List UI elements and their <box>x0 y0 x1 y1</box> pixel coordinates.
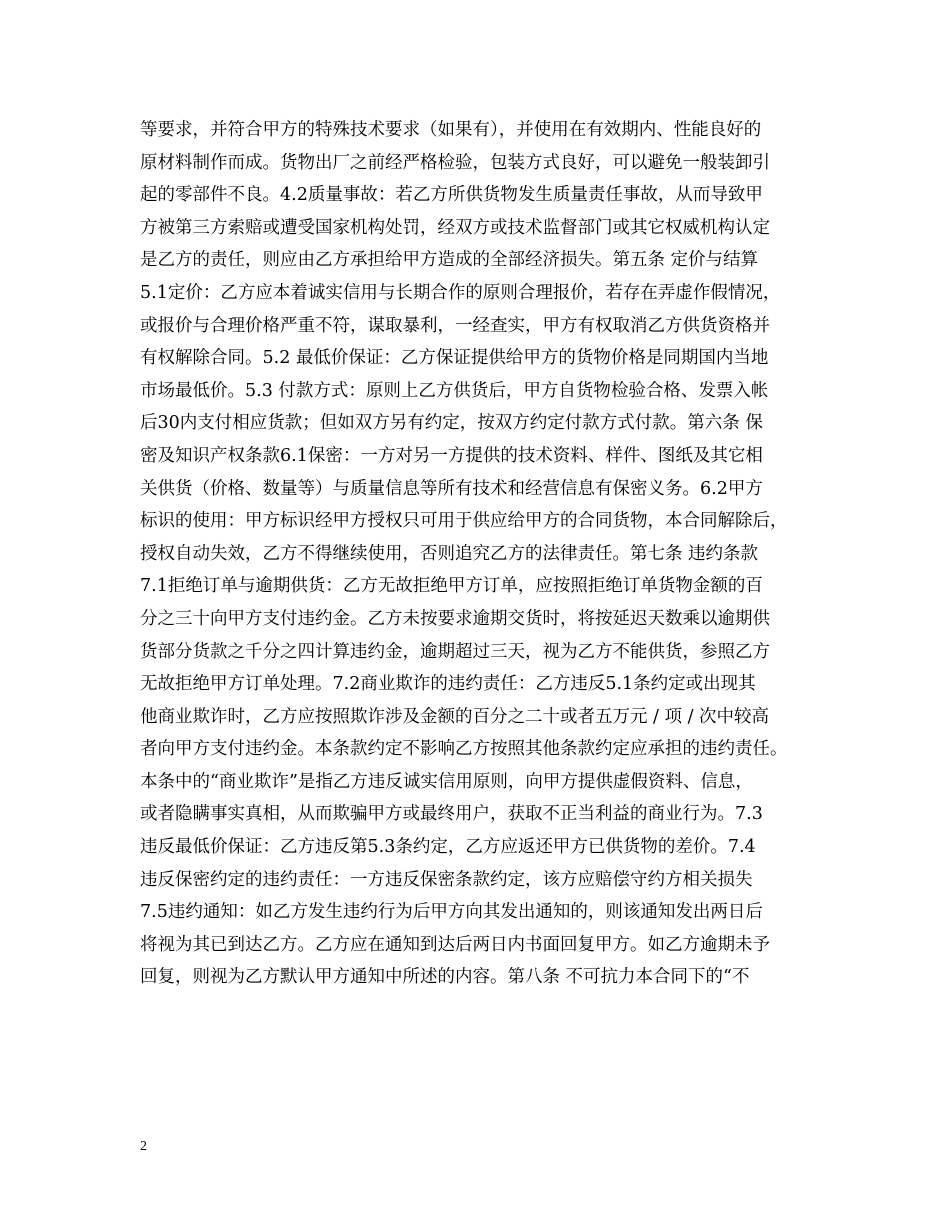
text-line: 起的零部件不良。4.2质量事故：若乙方所供货物发生质量责任事故，从而导致甲 <box>140 185 763 206</box>
body-text <box>140 114 820 994</box>
text-line: 市场最低价。5.3 付款方式：原则上乙方供货后，甲方自货物检验合格、发票入帐 <box>140 380 769 401</box>
text-line: 者向甲方支付违约金。本条款约定不影响乙方按照其他条款约定应承担的违约责任。 <box>140 739 788 760</box>
text-line: 5.1定价：乙方应本着诚实信用与长期合作的原则合理报价，若存在弄虚作假情况， <box>140 282 781 303</box>
text-line: 原材料制作而成。货物出厂之前经严格检验，包装方式良好，可以避免一般装卸引 <box>140 152 770 173</box>
text-line: 等要求，并符合甲方的特殊技术要求（如果有），并使用在有效期内、性能良好的 <box>140 120 762 140</box>
text-line: 标识的使用：甲方标识经甲方授权只可用于供应给甲方的合同货物，本合同解除后， <box>140 511 788 532</box>
text-line: 关供货（价格、数量等）与质量信息等所有技术和经营信息有保密义务。6.2甲方 <box>140 478 763 499</box>
text-line: 或报价与合理价格严重不符，谋取暴利，一经查实，甲方有权取消乙方供货资格并 <box>140 315 770 336</box>
text-line: 将视为其已到达乙方。乙方应在通知到达后两日内书面回复甲方。如乙方逾期未予 <box>140 934 770 955</box>
text-line: 或者隐瞒事实真相，从而欺骗甲方或最终用户，获取不正当利益的商业行为。7.3 <box>140 804 763 825</box>
text-line: 是乙方的责任，则应由乙方承担给甲方造成的全部经济损失。第五条 定价与结算 <box>140 250 759 271</box>
text-line: 货部分货款之千分之四计算违约金，逾期超过三天，视为乙方不能供货，参照乙方 <box>140 641 770 662</box>
text-line: 他商业欺诈时，乙方应按照欺诈涉及金额的百分之二十或者五万元 / 项 / 次中较高 <box>140 706 770 727</box>
text-line: 7.5违约通知：如乙方发生违约行为后甲方向其发出通知的，则该通知发出两日后 <box>140 902 763 923</box>
text-line: 分之三十向甲方支付违约金。乙方未按要求逾期交货时，将按延迟天数乘以逾期供 <box>140 608 770 629</box>
text-line: 回复，则视为乙方默认甲方通知中所述的内容。第八条 不可抗力本合同下的“不 <box>140 967 750 988</box>
text-line: 违反最低价保证：乙方违反第5.3条约定，乙方应返还甲方已供货物的差价。7.4 <box>140 837 756 858</box>
text-line: 授权自动失效，乙方不得继续使用，否则追究乙方的法律责任。第七条 违约条款 <box>140 543 759 564</box>
text-line: 7.1拒绝订单与逾期供货：乙方无故拒绝甲方订单，应按照拒绝订单货物金额的百 <box>140 576 763 597</box>
text-line: 违反保密约定的违约责任：一方违反保密条款约定，该方应赔偿守约方相关损失 <box>140 869 753 890</box>
text-line: 有权解除合同。5.2 最低价保证：乙方保证提供给甲方的货物价格是同期国内当地 <box>140 348 769 369</box>
text-line: 本条中的“商业欺诈”是指乙方违反诚实信用原则，向甲方提供虚假资料、信息， <box>140 771 753 792</box>
text-line: 密及知识产权条款6.1保密：一方对另一方提供的技术资料、样件、图纸及其它相 <box>140 445 763 466</box>
text-line: 方被第三方索赔或遭受国家机构处罚，经双方或技术监督部门或其它权威机构认定 <box>140 217 770 238</box>
text-line: 无故拒绝甲方订单处理。7.2商业欺诈的违约责任：乙方违反5.1条约定或出现其 <box>140 674 756 695</box>
page-number: 2 <box>140 1139 147 1154</box>
text-line: 后30内支付相应货款；但如双方另有约定，按双方约定付款方式付款。第六条 保 <box>140 413 763 434</box>
